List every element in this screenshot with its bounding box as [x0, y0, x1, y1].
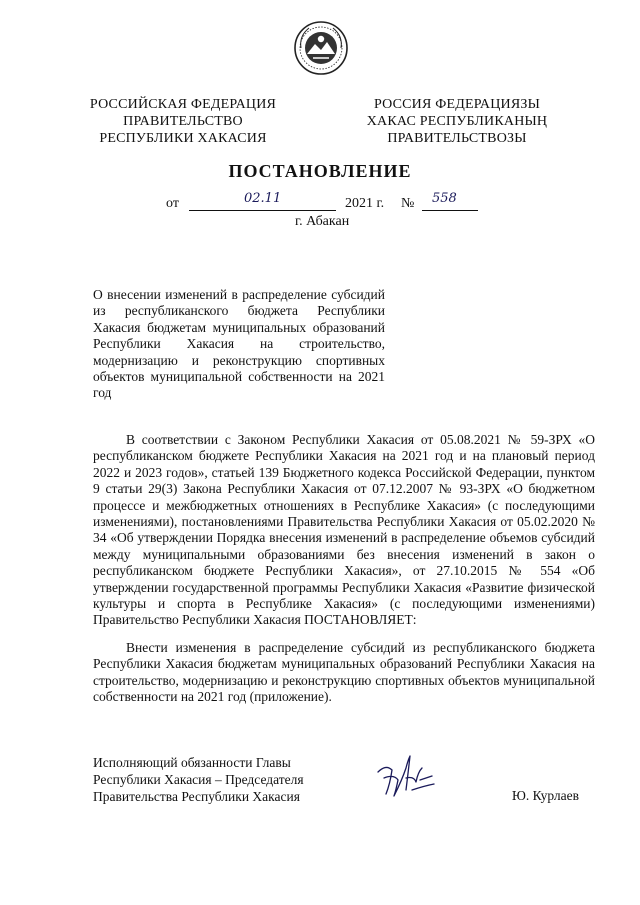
signatory-position-line-3: Правительства Республики Хакасия [93, 789, 300, 804]
date-prefix: от [166, 196, 179, 211]
signatory-position-line-1: Исполняющий обязанности Главы [93, 755, 291, 770]
body-paragraph-1: В соответствии с Законом Республики Хакасия от 05.08.2021 № 59-ЗРХ «О республиканском бюджете Республики Хакасия на 2021 год и на плановый период 2022 и 2023 годов», статьей 139 Бюджетного кодекса Российской Федерации, пунктом 9 статьи 29(3) Закона Республики Хакасия от 07.12.2007 № 93-ЗРХ «О бюджетном процессе и межбюджетных отношениях в Республике Хакасия» (с последующими изменениями), постановлениями Правительства Республики Хакасия от 05.02.2020 № 34 «Об утверждении Порядка внесения изменений в распределение объемов субсидий между муниципальными образованиями без внесения изменений в закон о республиканском бюджете Республики Хакасия», от 27.10.2015 № 554 «Об утверждении государственной программы Республики Хакасия «Развитие физической культуры и спорта в Республике Хакасия» (с последующими изменениями) Правительство Республики Хакасия ПОСТАНОВЛЯЕТ: [93, 432, 595, 628]
city-label: г. Абакан [295, 214, 350, 229]
signatory-position [93, 754, 304, 805]
header-right-line-2: ХАКАС РЕСПУБЛИКАНЫҢ [366, 114, 548, 129]
header-left-line-3: РЕСПУБЛИКИ ХАКАСИЯ [99, 131, 267, 146]
header-right-line-1: РОССИЯ ФЕДЕРАЦИЯЗЫ [373, 97, 541, 112]
body-paragraph-2: Внести изменения в распределение субсидий из республиканского бюджета Республики Хакасия бюджетам муниципальных образований Республики Хакасия на строительство, модернизацию и реконструкцию спортивных объектов муниципальной собственности на 2021 год (приложение). [93, 640, 595, 705]
number-handwritten: 558 [432, 191, 457, 206]
signatory-position-line-2: Республики Хакасия – Председателя [93, 772, 304, 787]
header-right-line-3: ПРАВИТЕЛЬСТВОЗЫ [387, 131, 527, 146]
document-subject: О внесении изменений в распределение субсидий из республиканского бюджета Республики Хакасия бюджетам муниципальных образований Республики Хакасия на строительство, модернизацию и реконструкцию спортивных объектов муниципальной собственности на 2021 год [93, 287, 385, 401]
header-left-line-2: ПРАВИТЕЛЬСТВО [123, 114, 243, 129]
header-left [78, 96, 288, 147]
handwritten-signature-icon [372, 750, 442, 804]
year-label: 2021 г. [345, 196, 385, 211]
header-left-line-1: РОССИЙСКАЯ ФЕДЕРАЦИЯ [89, 97, 277, 112]
signatory-name: Ю. Курлаев [512, 788, 580, 803]
number-label: № [401, 196, 415, 211]
document-title: ПОСТАНОВЛЕНИЕ [228, 161, 412, 181]
khakassia-coat-of-arms-icon [293, 20, 349, 76]
header-right [362, 96, 552, 147]
date-handwritten: 02.11 [244, 191, 282, 206]
